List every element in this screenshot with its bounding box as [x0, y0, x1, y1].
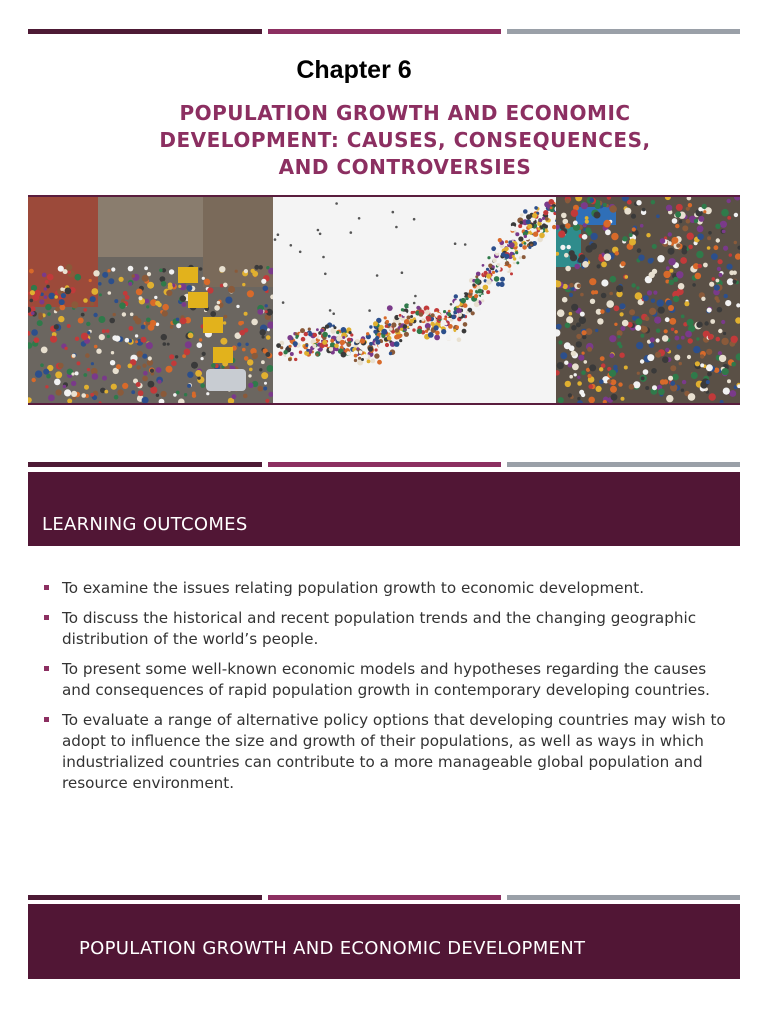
- outcome-text: To evaluate a range of alternative policy options that developing countries may wish to adopt to influence the size and growth of their populations, as well as ways in which industrialized countries can contribute to a more manageable global population and resource environment.: [62, 711, 726, 792]
- learning-outcomes-banner: [28, 472, 740, 546]
- bullet-icon: [44, 717, 49, 722]
- slide1-top-divider: [28, 29, 740, 34]
- bullet-icon: [44, 585, 49, 590]
- list-item: [44, 578, 734, 599]
- list-item: [44, 710, 734, 794]
- outcome-text: To discuss the historical and recent population trends and the changing geographic distribution of the world’s people.: [62, 609, 697, 648]
- slide2-top-divider: [28, 462, 740, 467]
- photo-strip: [28, 195, 740, 405]
- crowd-arrow-photo: [273, 197, 556, 403]
- outcome-text: To examine the issues relating population growth to economic development.: [62, 579, 645, 597]
- chapter-title-line: POPULATION GROWTH AND ECONOMIC: [179, 101, 631, 125]
- section-heading: POPULATION GROWTH AND ECONOMIC DEVELOPMENT: [79, 938, 586, 959]
- learning-outcomes-heading: LEARNING OUTCOMES: [42, 514, 248, 535]
- chapter-title: [60, 100, 750, 181]
- outcome-text: To present some well-known economic models and hypotheses regarding the causes and consequences of rapid population growth in contemporary developing countries.: [62, 660, 711, 699]
- slide3-top-divider: [28, 895, 740, 900]
- chapter-title-line: DEVELOPMENT: CAUSES, CONSEQUENCES,: [159, 128, 651, 152]
- list-item: [44, 659, 734, 701]
- crowded-street-photo: [28, 197, 273, 403]
- chapter-heading: Chapter 6: [296, 56, 412, 84]
- bullet-icon: [44, 615, 49, 620]
- dense-crowd-photo: [556, 197, 740, 403]
- learning-outcomes-list: [44, 578, 734, 803]
- list-item: [44, 608, 734, 650]
- section-banner: [28, 904, 740, 979]
- bullet-icon: [44, 666, 49, 671]
- chapter-title-line: AND CONTROVERSIES: [278, 155, 532, 179]
